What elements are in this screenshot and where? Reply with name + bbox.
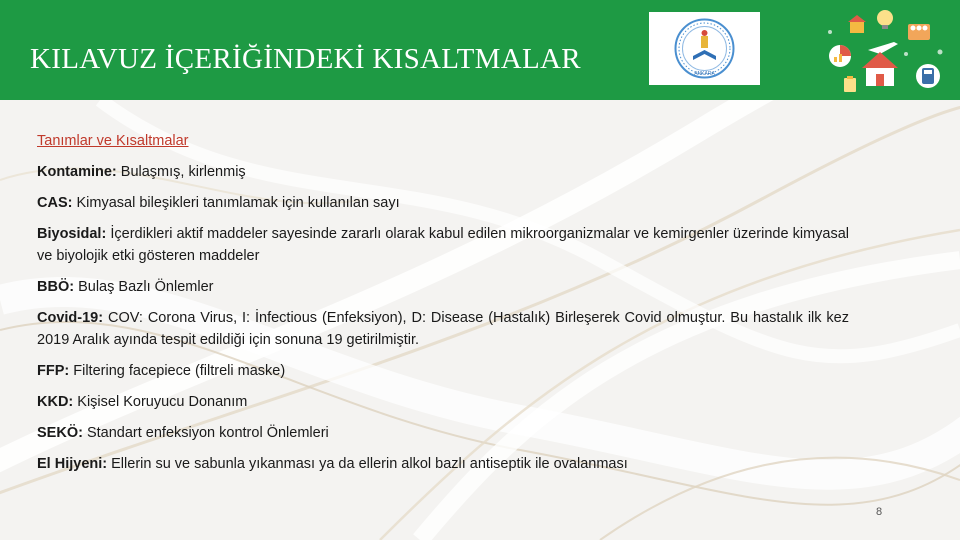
decorative-icons-cluster xyxy=(818,4,950,98)
definition-item xyxy=(37,192,849,214)
definition-term: FFP: xyxy=(37,363,70,379)
definition-text: Bulaş Bazlı Önlemler xyxy=(78,279,214,295)
calculator-icon xyxy=(916,64,940,88)
page-number: 8 xyxy=(876,506,883,518)
definition-item xyxy=(37,161,849,183)
clipboard-icon xyxy=(844,76,856,92)
definition-text: Standart enfeksiyon kontrol Önlemleri xyxy=(86,425,329,441)
definition-text: Filtering facepiece (filtreli maske) xyxy=(73,363,286,379)
definition-item xyxy=(37,276,849,298)
definition-term: Biyosidal: xyxy=(37,226,107,242)
definition-item xyxy=(37,391,849,413)
definition-text: COV: Corona Virus, I: İnfectious (Enfeksiyon), D: Disease (Hastalık) Birleşerek Covid olmuştur. Bu hastalık ilk kez 2019 Aralık ayında tespit edildiği için sonuna 19 getirilmiştir. xyxy=(37,310,849,348)
definition-item xyxy=(37,360,849,382)
definition-term: BBÖ: xyxy=(37,279,75,295)
definition-text: İçerdikleri aktif maddeler sayesinde zararlı olarak kabul edilen mikroorganizmalar ve kemirgenler üzerinde kimyasal ve biyolojik etki gösteren maddeler xyxy=(37,226,849,264)
family-icon xyxy=(908,24,930,40)
definition-term: SEKÖ: xyxy=(37,425,83,441)
lightbulb-icon xyxy=(877,10,893,29)
slide-header xyxy=(0,0,960,100)
definition-term: Kontamine: xyxy=(37,164,117,180)
chart-icon xyxy=(829,45,851,67)
definition-item xyxy=(37,453,849,475)
house-icon xyxy=(862,52,898,86)
definition-text: Kimyasal bileşikleri tanımlamak için kullanılan sayı xyxy=(76,195,400,211)
slide-title: KILAVUZ İÇERİĞİNDEKİ KISALTMALAR xyxy=(30,43,581,75)
school-icon xyxy=(848,15,866,33)
definition-item xyxy=(37,307,849,351)
definition-term: CAS: xyxy=(37,195,73,211)
abbreviations-content xyxy=(37,130,849,484)
section-title: Tanımlar ve Kısaltmalar xyxy=(37,133,189,149)
definition-term: Covid-19: xyxy=(37,310,104,326)
definition-term: El Hijyeni: xyxy=(37,456,108,472)
definition-text: Ellerin su ve sabunla yıkanması ya da ellerin alkol bazlı antiseptik ile ovalanması xyxy=(111,456,628,472)
institution-logo xyxy=(649,12,760,85)
logo-text: ANKARA xyxy=(694,71,715,77)
definition-text: Kişisel Koruyucu Donanım xyxy=(77,394,248,410)
definition-item xyxy=(37,422,849,444)
definition-text: Bulaşmış, kirlenmiş xyxy=(120,164,246,180)
definition-item xyxy=(37,223,849,267)
institution-seal-logo-icon xyxy=(649,12,760,85)
airplane-icon xyxy=(868,42,898,54)
definition-term: KKD: xyxy=(37,394,74,410)
